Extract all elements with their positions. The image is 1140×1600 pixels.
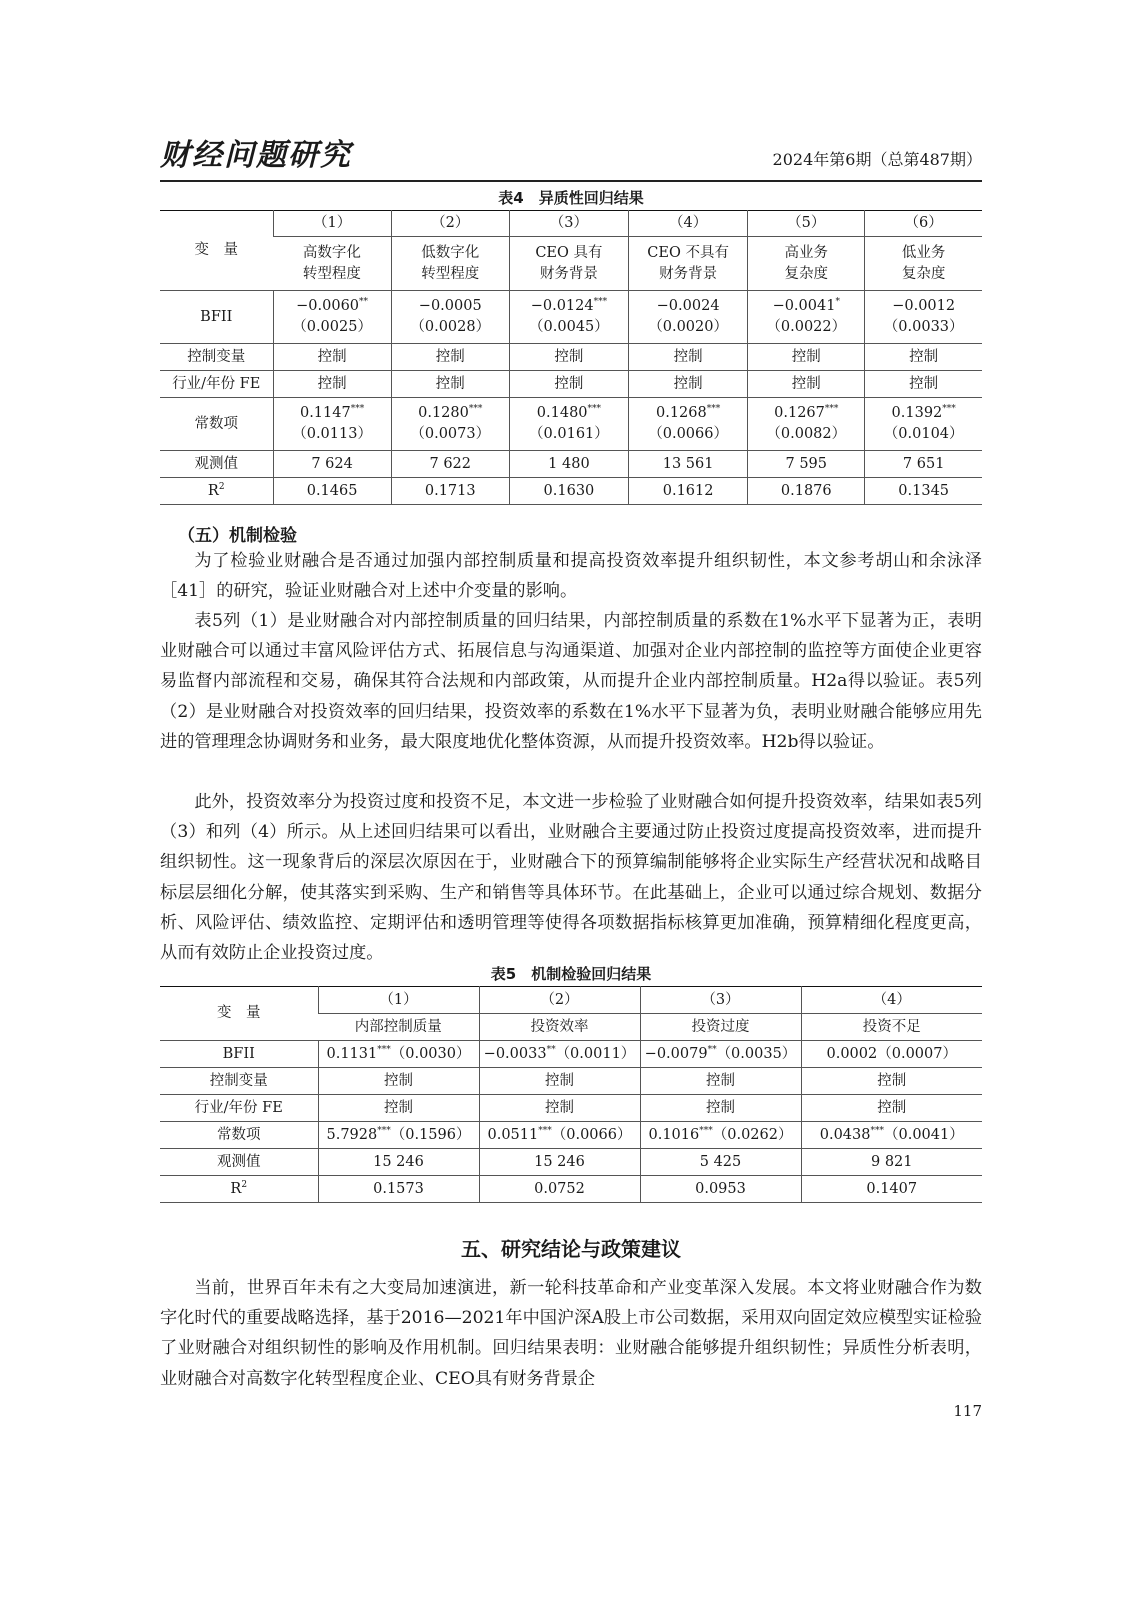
coef-cell: 0.0511***（0.0066） bbox=[479, 1122, 640, 1149]
table-cell: 0.1612 bbox=[629, 478, 748, 505]
table5-caption: 表5 机制检验回归结果 bbox=[490, 965, 652, 983]
table-cell: 9 821 bbox=[801, 1149, 982, 1176]
table-row bbox=[160, 344, 982, 371]
row-label: BFII bbox=[222, 1045, 255, 1062]
col-name: 内部控制质量 bbox=[354, 1018, 442, 1035]
table-cell: 控制 bbox=[273, 371, 391, 398]
row-label: BFII bbox=[200, 308, 233, 325]
table-cell: 控制 bbox=[479, 1068, 640, 1095]
coef-cell: 0.1131***（0.0030） bbox=[318, 1041, 479, 1068]
table-row bbox=[160, 451, 982, 478]
table-row bbox=[160, 1041, 982, 1068]
row-label: 控制变量 bbox=[187, 348, 246, 365]
coef-cell: 0.0002（0.0007） bbox=[801, 1041, 982, 1068]
col-number: （5） bbox=[748, 211, 865, 237]
paragraph: 表5列（1）是业财融合对内部控制质量的回归结果，内部控制质量的系数在1%水平下显著为正，表明业财融合可以通过丰富风险评估方式、拓展信息与沟通渠道、加强对企业内部控制的监控等方面使企业更容易监督内部流程和交易，确保其符合法规和内部政策，从而提升企业内部控制质量。H2a得以验证。表5列（2）是业财融合对投资效率的回归结果，投资效率的系数在1%水平下显著为负，表明业财融合能够应用先进的管理理念协调财务和业务，最大限度地优化整体资源，从而提升投资效率。H2b得以验证。 bbox=[160, 611, 982, 752]
row-label: 观测值 bbox=[217, 1153, 261, 1170]
table-cell: 1 480 bbox=[509, 451, 628, 478]
table-cell: 7 622 bbox=[391, 451, 509, 478]
table-row bbox=[160, 237, 982, 291]
col-name: 投资不足 bbox=[801, 1014, 982, 1041]
table-row bbox=[160, 478, 982, 505]
row-label: 行业/年份 FE bbox=[172, 375, 261, 392]
table-cell: 13 561 bbox=[629, 451, 748, 478]
col-name: 低业务 复杂度 bbox=[865, 237, 982, 291]
table-cell: 控制 bbox=[748, 371, 865, 398]
coef-cell: −0.0060** （0.0025） bbox=[273, 291, 391, 344]
page-number: 117 bbox=[953, 1402, 982, 1420]
table-cell: 0.1407 bbox=[801, 1176, 982, 1203]
table-cell: 控制 bbox=[391, 371, 509, 398]
col-name: 投资过度 bbox=[640, 1014, 801, 1041]
table4-caption: 表4 异质性回归结果 bbox=[498, 189, 644, 207]
table-row bbox=[160, 1122, 982, 1149]
journal-logo: 财经问题研究 bbox=[160, 138, 352, 173]
col-number: （3） bbox=[509, 211, 628, 237]
col-name: CEO 不具有 财务背景 bbox=[629, 237, 748, 291]
row-label: $R^2$ bbox=[230, 1179, 248, 1197]
page-header bbox=[160, 138, 982, 178]
table-cell: 控制 bbox=[318, 1095, 479, 1122]
table-row bbox=[160, 1149, 982, 1176]
col-number: （2） bbox=[391, 211, 509, 237]
table-cell: 控制 bbox=[509, 371, 628, 398]
table-cell: 7 624 bbox=[273, 451, 391, 478]
paragraph: 为了检验业财融合是否通过加强内部控制质量和提高投资效率提升组织韧性，本文参考胡山和余泳泽［41］的研究，验证业财融合对上述中介变量的影响。 bbox=[160, 551, 982, 602]
col-name: 投资效率 bbox=[479, 1014, 640, 1041]
coef-cell: 0.1268*** （0.0066） bbox=[629, 398, 748, 451]
col-number: （3） bbox=[640, 987, 801, 1014]
col-name: 高业务 复杂度 bbox=[748, 237, 865, 291]
table-cell: 0.1630 bbox=[509, 478, 628, 505]
table-row bbox=[160, 398, 982, 451]
table-row bbox=[160, 1176, 982, 1203]
col-name: CEO 具有 财务背景 bbox=[509, 237, 628, 291]
coef-cell: −0.0079**（0.0035） bbox=[640, 1041, 801, 1068]
table4 bbox=[160, 210, 982, 505]
table-cell: 控制 bbox=[318, 1068, 479, 1095]
row-label: 控制变量 bbox=[209, 1072, 268, 1089]
table-cell: 0.1465 bbox=[273, 478, 391, 505]
table-cell: 0.1573 bbox=[318, 1176, 479, 1203]
coef-cell: 5.7928***（0.1596） bbox=[318, 1122, 479, 1149]
table-cell: 控制 bbox=[273, 344, 391, 371]
table-cell: 控制 bbox=[640, 1095, 801, 1122]
chapter-title: 五、研究结论与政策建议 bbox=[461, 1237, 681, 1261]
table-cell: 控制 bbox=[640, 1068, 801, 1095]
table-cell: 控制 bbox=[391, 344, 509, 371]
table-cell: 控制 bbox=[509, 344, 628, 371]
table-cell: 0.1876 bbox=[748, 478, 865, 505]
var-header: 变 量 bbox=[217, 1005, 261, 1021]
coef-cell: 0.1147*** （0.0113） bbox=[273, 398, 391, 451]
table-cell: 控制 bbox=[865, 371, 982, 398]
col-number: （6） bbox=[865, 211, 982, 237]
table-cell: 控制 bbox=[748, 344, 865, 371]
coef-cell: 0.1280*** （0.0073） bbox=[391, 398, 509, 451]
coef-cell: −0.0124*** （0.0045） bbox=[509, 291, 628, 344]
col-number: （4） bbox=[801, 987, 982, 1014]
coef-cell: −0.0024 （0.0020） bbox=[629, 291, 748, 344]
coef-cell: 0.1267*** （0.0082） bbox=[748, 398, 865, 451]
var-header: 变 量 bbox=[194, 242, 238, 258]
coef-cell: 0.0438***（0.0041） bbox=[801, 1122, 982, 1149]
table-cell: 控制 bbox=[801, 1095, 982, 1122]
coef-cell: −0.0012 （0.0033） bbox=[865, 291, 982, 344]
table-row bbox=[160, 987, 982, 1014]
table-row bbox=[160, 291, 982, 344]
section-heading: （五）机制检验 bbox=[178, 526, 297, 546]
paragraph: 当前，世界百年未有之大变局加速演进，新一轮科技革命和产业变革深入发展。本文将业财融合作为数字化时代的重要战略选择，基于2016—2021年中国沪深A股上市公司数据，采用双向固定效应模型实证检验了业财融合对组织韧性的影响及作用机制。回归结果表明：业财融合能够提升组织韧性；异质性分析表明，业财融合对高数字化转型程度企业、CEO具有财务背景企 bbox=[160, 1278, 982, 1389]
table-row bbox=[160, 1068, 982, 1095]
table-cell: 7 651 bbox=[865, 451, 982, 478]
col-number: （4） bbox=[629, 211, 748, 237]
table-row bbox=[160, 211, 982, 237]
row-label: 观测值 bbox=[194, 455, 238, 472]
table-cell: 0.1713 bbox=[391, 478, 509, 505]
table-row bbox=[160, 1095, 982, 1122]
col-name: 低数字化 转型程度 bbox=[391, 237, 509, 291]
col-number: （1） bbox=[273, 211, 391, 237]
coef-cell: −0.0033**（0.0011） bbox=[479, 1041, 640, 1068]
table-cell: 15 246 bbox=[479, 1149, 640, 1176]
row-label: $R^2$ bbox=[207, 481, 225, 499]
table-cell: 控制 bbox=[629, 371, 748, 398]
coef-cell: −0.0041* （0.0022） bbox=[748, 291, 865, 344]
coef-cell: 0.1392*** （0.0104） bbox=[865, 398, 982, 451]
table-cell: 控制 bbox=[801, 1068, 982, 1095]
table-cell: 控制 bbox=[865, 344, 982, 371]
table-cell: 控制 bbox=[629, 344, 748, 371]
row-label: 常数项 bbox=[194, 415, 238, 432]
coef-cell: 0.1480*** （0.0161） bbox=[509, 398, 628, 451]
table-cell: 0.1345 bbox=[865, 478, 982, 505]
col-number: （1） bbox=[318, 987, 479, 1014]
table-cell: 7 595 bbox=[748, 451, 865, 478]
table5 bbox=[160, 986, 982, 1203]
header-rule bbox=[160, 180, 982, 182]
row-label: 常数项 bbox=[217, 1126, 261, 1143]
table-cell: 15 246 bbox=[318, 1149, 479, 1176]
col-name: 高数字化 转型程度 bbox=[302, 244, 361, 282]
row-label: 行业/年份 FE bbox=[194, 1099, 283, 1116]
table-cell: 控制 bbox=[479, 1095, 640, 1122]
table-cell: 0.0752 bbox=[479, 1176, 640, 1203]
coef-cell: 0.1016***（0.0262） bbox=[640, 1122, 801, 1149]
table-cell: 0.0953 bbox=[640, 1176, 801, 1203]
issue-info: 2024年第6期（总第487期） bbox=[772, 150, 982, 169]
col-number: （2） bbox=[479, 987, 640, 1014]
table-row bbox=[160, 371, 982, 398]
paragraph: 此外，投资效率分为投资过度和投资不足，本文进一步检验了业财融合如何提升投资效率，结果如表5列（3）和列（4）所示。从上述回归结果可以看出，业财融合主要通过防止投资过度提高投资效率，进而提升组织韧性。这一现象背后的深层次原因在于，业财融合下的预算编制能够将企业实际生产经营状况和战略目标层层细化分解，使其落实到采购、生产和销售等具体环节。在此基础上，企业可以通过综合规划、数据分析、风险评估、绩效监控、定期评估和透明管理等使得各项数据指标核算更加准确，预算精细化程度更高，从而有效防止企业投资过度。 bbox=[160, 792, 982, 964]
coef-cell: −0.0005 （0.0028） bbox=[391, 291, 509, 344]
table-cell: 5 425 bbox=[640, 1149, 801, 1176]
